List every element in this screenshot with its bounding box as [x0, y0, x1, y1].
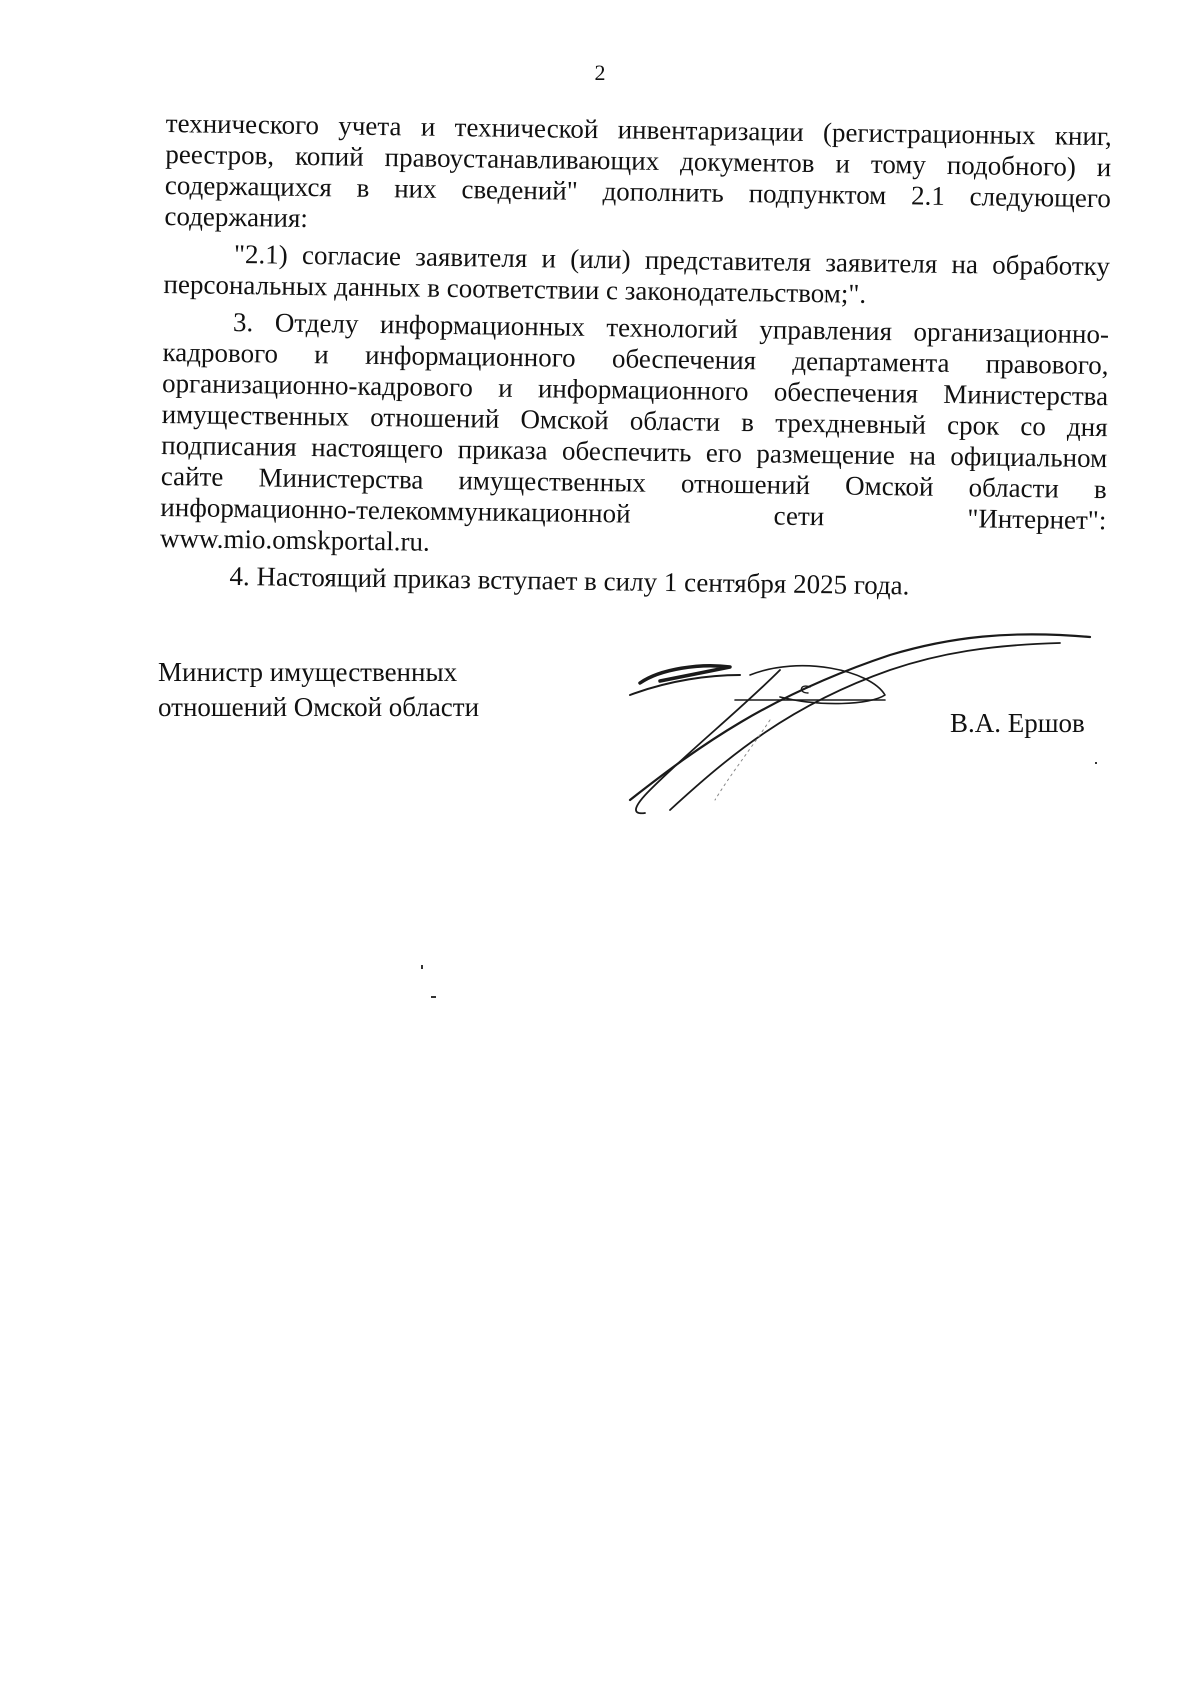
signatory-position-line2: отношений Омской области — [158, 692, 480, 722]
signatory-position-line1: Министр имущественных — [158, 657, 458, 687]
scan-speck — [431, 996, 436, 998]
paragraph-subpoint-2-1: "2.1) согласие заявителя и (или) представителя заявителя на обработку персональных данных в соответствии с законодательством;". — [163, 238, 1111, 309]
paragraph-item-3: 3. Отделу информационных технологий управления организационно-кадрового и информационного обеспечения департамента правового, организационно-кадрового и информационного обеспечения Министерства имущественных отношений Омской области в трехдневный срок со дня подписания настоящего приказа обеспечить его размещение на официальном сайте Министерства имущественных отношений Омской области в информационно-телекоммуникационной сети "Интернет": www.mio.omskportal.ru. — [159, 306, 1110, 557]
signatory-position — [158, 655, 479, 725]
handwritten-signature — [620, 625, 1100, 855]
page-number: 2 — [594, 60, 606, 85]
document-body — [159, 108, 1112, 604]
scan-speck — [421, 965, 423, 969]
paragraph-item-4: 4. Настоящий приказ вступает в силу 1 сентября 2025 года. — [229, 560, 910, 601]
scan-speck — [1095, 762, 1097, 764]
paragraph-continuation: технического учета и технической инвентаризации (регистрационных книг, реестров, копий правоустанавливающих документов и тому подобного) и содержащихся в них сведений" дополнить подпунктом 2.1 следующего содержания: — [164, 108, 1112, 233]
signatory-name: В.А. Ершов — [950, 708, 1085, 738]
